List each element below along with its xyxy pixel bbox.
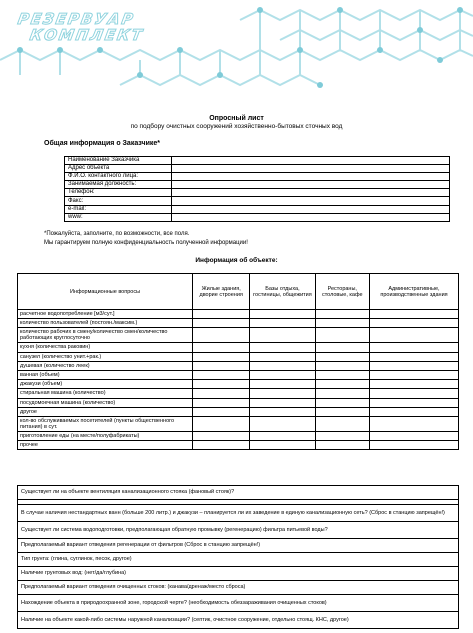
column-header: Административные, производственные здания xyxy=(370,274,459,310)
table-row xyxy=(18,486,459,500)
customer-row xyxy=(65,165,450,173)
table-row xyxy=(18,431,459,440)
answer-cell[interactable] xyxy=(250,398,315,407)
answer-cell[interactable] xyxy=(250,431,315,440)
customer-field-value[interactable] xyxy=(172,157,450,165)
customer-field-value[interactable] xyxy=(172,189,450,197)
table-row xyxy=(18,505,459,522)
question-cell: Наличие грунтовых вод: (нет/да/глубина) xyxy=(18,567,459,581)
customer-row xyxy=(65,157,450,165)
question-cell: Нахождение объекта в природоохранной зоне, городской черте? (необходимость обеззараживания очищенных стоков) xyxy=(18,595,459,612)
question-cell: санузел (количество унит.+рак.) xyxy=(18,352,193,361)
customer-field-value[interactable] xyxy=(172,165,450,173)
answer-cell[interactable] xyxy=(315,361,369,370)
customer-row xyxy=(65,197,450,205)
customer-field-label: Наименование Заказчика xyxy=(65,157,172,165)
customer-row xyxy=(65,189,450,197)
customer-field-label: Телефон: xyxy=(65,189,172,197)
table-row xyxy=(18,319,459,328)
question-cell: прочее xyxy=(18,441,193,450)
answer-cell[interactable] xyxy=(250,407,315,416)
answer-cell[interactable] xyxy=(315,343,369,352)
table-row xyxy=(18,389,459,398)
object-info-table xyxy=(17,273,459,450)
table-row xyxy=(18,522,459,539)
customer-field-label: Адрес объекта xyxy=(65,165,172,173)
question-cell: душевая (количество леек) xyxy=(18,361,193,370)
question-cell: посудомоечная машина (количество) xyxy=(18,398,193,407)
answer-cell[interactable] xyxy=(370,441,459,450)
table-row xyxy=(18,361,459,370)
table-row xyxy=(18,553,459,567)
answer-cell[interactable] xyxy=(193,407,250,416)
answer-cell[interactable] xyxy=(193,328,250,343)
customer-field-label: Ф.И.О. контактного лица: xyxy=(65,173,172,181)
customer-row xyxy=(65,181,450,189)
answer-cell[interactable] xyxy=(370,370,459,379)
column-header: Жилые здания, дворие строения xyxy=(193,274,250,310)
answer-cell[interactable] xyxy=(370,431,459,440)
table-row xyxy=(18,581,459,595)
answer-cell[interactable] xyxy=(315,370,369,379)
answer-cell[interactable] xyxy=(193,389,250,398)
answer-cell[interactable] xyxy=(250,319,315,328)
customer-field-value[interactable] xyxy=(172,173,450,181)
table-row xyxy=(18,352,459,361)
table-row xyxy=(18,370,459,379)
answer-cell[interactable] xyxy=(193,441,250,450)
answer-cell[interactable] xyxy=(193,361,250,370)
answer-cell[interactable] xyxy=(250,370,315,379)
logo-line-1: РЕЗЕРВУАР xyxy=(16,10,137,28)
question-cell: расчетное водопотребление [м3/сут.] xyxy=(18,310,193,319)
column-header: Базы отдыха, гостиницы, общежития xyxy=(250,274,315,310)
answer-cell[interactable] xyxy=(315,352,369,361)
table-row xyxy=(18,595,459,612)
answer-cell[interactable] xyxy=(370,343,459,352)
answer-cell[interactable] xyxy=(315,319,369,328)
answer-cell[interactable] xyxy=(315,416,369,431)
answer-cell[interactable] xyxy=(250,310,315,319)
answer-cell[interactable] xyxy=(370,389,459,398)
answer-cell[interactable] xyxy=(193,319,250,328)
customer-field-value[interactable] xyxy=(172,205,450,213)
privacy-note: Мы гарантируем полную конфиденциальность полученной информации! xyxy=(44,240,248,246)
answer-cell[interactable] xyxy=(370,361,459,370)
answer-cell[interactable] xyxy=(370,319,459,328)
answer-cell[interactable] xyxy=(370,407,459,416)
answer-cell[interactable] xyxy=(250,416,315,431)
customer-field-value[interactable] xyxy=(172,197,450,205)
table-row xyxy=(18,416,459,431)
customer-row xyxy=(65,205,450,213)
answer-cell[interactable] xyxy=(250,389,315,398)
table-row xyxy=(18,539,459,553)
question-cell: Предполагаемый вариант отведения очищенных стоков: (канава/дренаж/место сброса) xyxy=(18,581,459,595)
answer-cell[interactable] xyxy=(315,441,369,450)
additional-questions-table xyxy=(17,485,459,629)
document-title: Опросный лист xyxy=(209,115,264,122)
question-cell: приготовление еды (на месте/полуфабрикаты) xyxy=(18,431,193,440)
question-cell: Наличие на объекте какой-либо системы наружной канализации? (септик, очистное сооружение, отдельно стоящ. КНС, другое) xyxy=(18,612,459,629)
question-cell: количество рабочих в смену/количество смен/количество работающих круглосуточно xyxy=(18,328,193,343)
answer-cell[interactable] xyxy=(193,416,250,431)
answer-cell[interactable] xyxy=(250,361,315,370)
answer-cell[interactable] xyxy=(315,407,369,416)
answer-cell[interactable] xyxy=(193,431,250,440)
document-subtitle: по подбору очистных сооружений хозяйственно-бытовых сточных вод xyxy=(130,123,343,130)
logo-line-2: КОМПЛЕКТ xyxy=(28,26,146,44)
question-cell: джакузи (объем) xyxy=(18,380,193,389)
customer-field-label: Факс: xyxy=(65,197,172,205)
fill-note: *Пожалуйста, заполните, по возможности, все поля. xyxy=(44,231,190,237)
question-cell: стиральная машина (количество) xyxy=(18,389,193,398)
answer-cell[interactable] xyxy=(193,398,250,407)
table-row xyxy=(18,407,459,416)
answer-cell[interactable] xyxy=(250,328,315,343)
answer-cell[interactable] xyxy=(250,441,315,450)
question-cell: другое xyxy=(18,407,193,416)
answer-cell[interactable] xyxy=(193,370,250,379)
answer-cell[interactable] xyxy=(370,398,459,407)
table-row xyxy=(18,398,459,407)
answer-cell[interactable] xyxy=(250,352,315,361)
table-row xyxy=(18,380,459,389)
answer-cell[interactable] xyxy=(370,380,459,389)
question-cell: В случае наличия нестандартных ванн (больше 200 литр.) и джакузи – планируется ли их заведение в единую канализационную сеть? (Сброс в станцию запрещён!) xyxy=(18,505,459,522)
answer-cell[interactable] xyxy=(315,328,369,343)
question-cell: Существует ли на объекте вентиляция канализационного стояка (фановый стояк)? xyxy=(18,486,459,500)
answer-cell[interactable] xyxy=(315,310,369,319)
table-row xyxy=(18,328,459,343)
answer-cell[interactable] xyxy=(193,343,250,352)
customer-row xyxy=(65,213,450,221)
object-section-heading: Информация об объекте: xyxy=(195,257,278,264)
answer-cell[interactable] xyxy=(370,310,459,319)
answer-cell[interactable] xyxy=(370,416,459,431)
answer-cell[interactable] xyxy=(193,310,250,319)
customer-row xyxy=(65,173,450,181)
customer-field-label: www: xyxy=(65,213,172,221)
column-header: Информационные вопросы xyxy=(18,274,193,310)
answer-cell[interactable] xyxy=(193,352,250,361)
question-cell: Предполагаемый вариант отведения регенерации от фильтров (Сброс в станцию запрещён!) xyxy=(18,539,459,553)
customer-field-label: Занимаемая должность: xyxy=(65,181,172,189)
object-header-row xyxy=(18,274,459,310)
table-row xyxy=(18,441,459,450)
answer-cell[interactable] xyxy=(315,431,369,440)
table-row xyxy=(18,310,459,319)
answer-cell[interactable] xyxy=(315,398,369,407)
question-cell: кол-во обслуживаемых посетителей (пункты общественного питания) в сут. xyxy=(18,416,193,431)
customer-field-label: e-mail: xyxy=(65,205,172,213)
customer-section-heading: Общая информация о Заказчике* xyxy=(44,140,161,147)
question-cell: ванная (объем) xyxy=(18,370,193,379)
table-row xyxy=(18,567,459,581)
column-header: Рестораны, столовые, кафе xyxy=(315,274,369,310)
question-cell: Существует ли система водоподготовки, предполагающая обратную промывку (регенерацию) фильтра питьевой воды? xyxy=(18,522,459,539)
question-cell: Тип грунта: (глина, суглинок, песок, другое) xyxy=(18,553,459,567)
answer-cell[interactable] xyxy=(370,328,459,343)
customer-field-value[interactable] xyxy=(172,213,450,221)
answer-cell[interactable] xyxy=(370,352,459,361)
answer-cell[interactable] xyxy=(193,380,250,389)
table-row xyxy=(18,343,459,352)
table-row xyxy=(18,612,459,629)
customer-info-table xyxy=(64,156,450,222)
question-cell: количество пользователей (постоян./максим.) xyxy=(18,319,193,328)
customer-field-value[interactable] xyxy=(172,181,450,189)
answer-cell[interactable] xyxy=(315,389,369,398)
answer-cell[interactable] xyxy=(315,380,369,389)
answer-cell[interactable] xyxy=(250,343,315,352)
answer-cell[interactable] xyxy=(250,380,315,389)
question-cell: кухня (количества раковин) xyxy=(18,343,193,352)
